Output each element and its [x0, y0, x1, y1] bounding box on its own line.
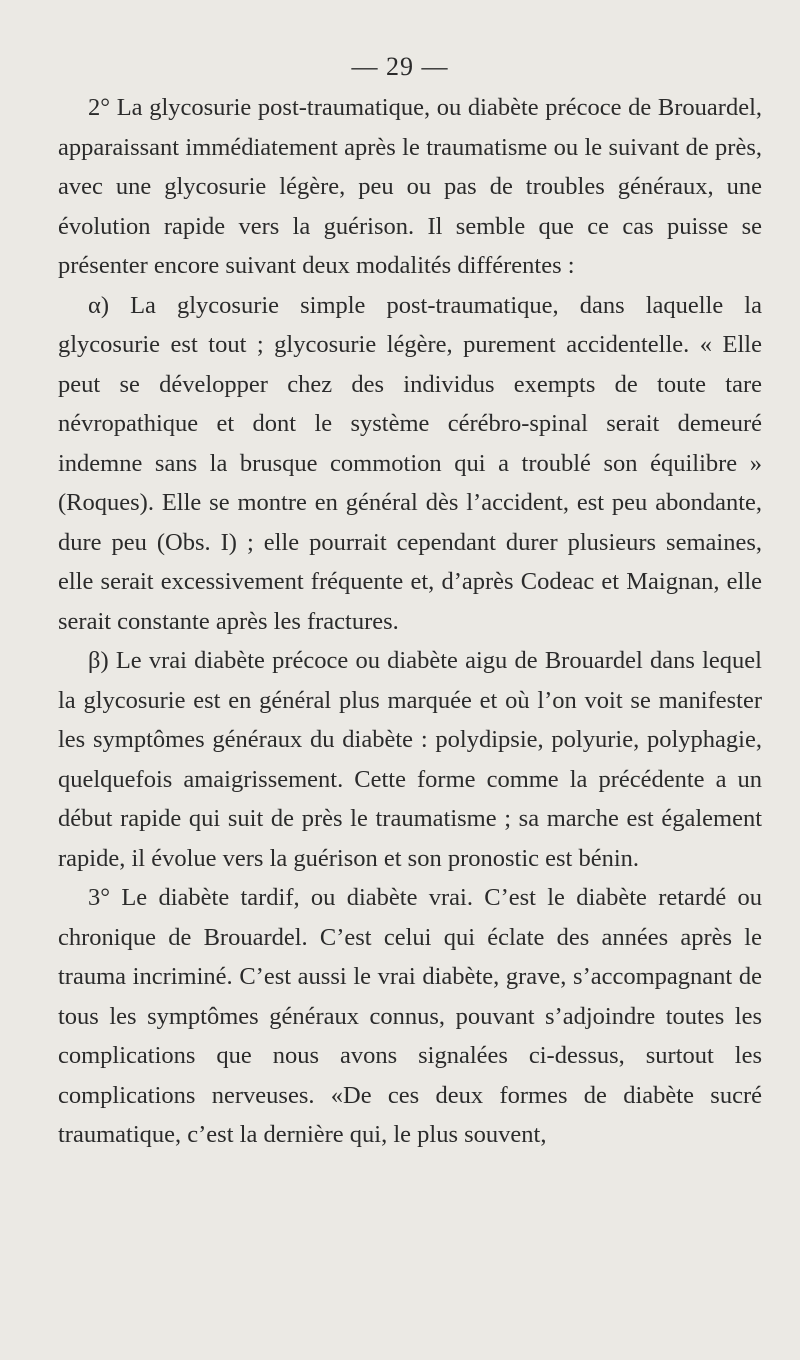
page-number: — 29 — [351, 52, 449, 81]
paragraph-diabete-tardif: 3° Le diabète tardif, ou diabète vrai. C’est le diabète retardé ou chronique de Brouardel. C’est celui qui éclate des années après le trauma incriminé. C’est aussi le vrai diabète, grave, s’accompagnant de tous les symptômes généraux connus, pouvant s’adjoindre toutes les complications que nous avons signalées ci-dessus, surtout les complications nerveuses. «De ces deux formes de diabète sucré traumatique, c’est la dernière qui, le plus souvent, [58, 884, 762, 1148]
paragraph-glycosurie-post-traumatique: 2° La glycosurie post-traumatique, ou diabète précoce de Brouardel, apparaissant immédiatement après le traumatisme ou le suivant de près, avec une glycosurie légère, peu ou pas de troubles généraux, une évolution rapide vers la guérison. Il semble que ce cas puisse se présenter encore suivant deux modalités différentes : [58, 94, 762, 279]
paragraph-alpha-glycosurie-simple: α) La glycosurie simple post-traumatique, dans laquelle la glycosurie est tout ; glycosurie légère, purement accidentelle. « Elle peut se développer chez des individus exempts de toute tare névropathique et dont le système cérébro-spinal serait demeuré indemne sans la brusque commotion qui a troublé son équilibre » (Roques). Elle se montre en général dès l’accident, est peu abondante, dure peu (Obs. I) ; elle pourrait cependant durer plusieurs semaines, elle serait excessivement fréquente et, d’après Codeac et Maignan, elle serait constante après les fractures. [58, 291, 762, 635]
paragraph-beta-diabete-precoce: β) Le vrai diabète précoce ou diabète aigu de Brouardel dans lequel la glycosurie est en général plus marquée et où l’on voit se manifester les symptômes généraux du diabète : polydipsie, polyurie, polyphagie, quelquefois amaigrissement. Cette forme comme la précédente a un début rapide qui suit de près le traumatisme ; sa marche est également rapide, il évolue vers la guérison et son pronostic est bénin. [58, 647, 762, 872]
